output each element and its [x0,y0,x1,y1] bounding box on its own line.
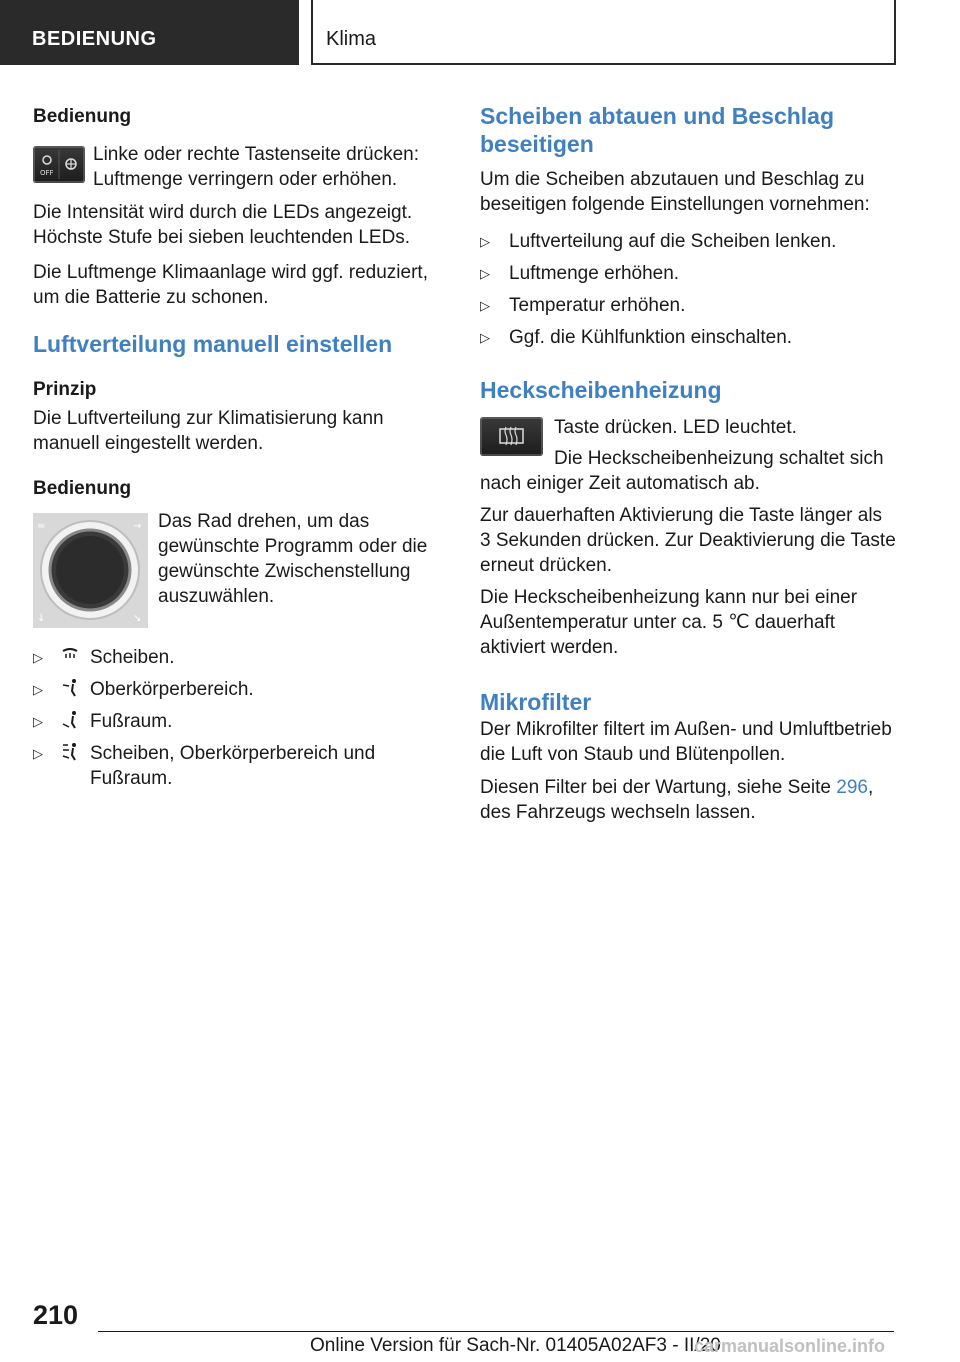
distribution-title: Luftverteilung manuell einstellen [33,331,393,357]
microfilter-service-text: Diesen Filter bei der Wartung, siehe Seite [480,777,837,798]
fan-speed-button-icon [33,146,85,183]
chapter-tab [311,0,896,65]
mode-label: Scheiben. [90,647,175,668]
rear-window-heating-button-icon [480,417,543,456]
distribution-modes-list [33,645,445,791]
fan-button-row [33,142,445,194]
rear-heating-permanent: Zur dauerhaften Aktivierung die Taste länger als 3 Sekunden drücken. Zur Deaktivierung die Taste erneut drücken. [480,505,896,576]
page-number: 210 [33,1300,79,1330]
microfilter-service-text-end: , des Fahrzeugs wechseln lassen. [480,777,874,823]
right-column [480,100,896,825]
bullet-triangle-icon: ▷ [33,746,43,761]
bullet-triangle-icon: ▷ [480,266,490,281]
list-item [33,709,445,734]
battery-note: Die Luftmenge Klimaanlage wird ggf. reduziert, um die Batterie zu schonen. [33,262,428,308]
bullet-triangle-icon: ▷ [33,650,43,665]
rear-heating-line2-text: Die Heckscheibenheizung schaltet sich nach einiger Zeit automatisch ab. [480,448,884,494]
defrost-steps-list [480,229,896,350]
footer-text: Online Version für Sach-Nr. 01405A02AF3 - II/20 [310,1335,721,1356]
footer-divider [98,1331,894,1332]
principle-heading: Prinzip [33,379,97,400]
step-text: Luftmenge erhöhen. [509,263,680,284]
defrost-title: Scheiben abtauen und Beschlag beseitigen [480,103,835,157]
svg-text:↓: ↓ [37,613,46,624]
list-item [480,229,896,254]
led-intensity-text: Die Intensität wird durch die LEDs angezeigt. Höchste Stufe bei sieben leuchtenden LEDs. [33,202,413,248]
step-text: Ggf. die Kühlfunktion einschalten. [509,327,793,348]
mode-label: Scheiben, Oberkörperbereich und Fußraum. [90,743,376,789]
chapter-title: Klima [326,28,377,50]
list-item [33,645,445,670]
bullet-triangle-icon: ▷ [480,330,490,345]
rear-heating-temperature: Die Heckscheibenheizung kann nur bei einer Außentemperatur unter ca. 5 ℃ dauerhaft aktiviert werden. [480,587,858,658]
operation-heading-2: Bedienung [33,478,132,499]
list-item [480,293,896,318]
mode-label: Oberkörperbereich. [90,679,254,700]
upper-body-icon [61,678,79,705]
bullet-triangle-icon: ▷ [480,298,490,313]
list-item [33,677,445,702]
step-text: Luftverteilung auf die Scheiben lenken. [509,231,837,252]
page-link[interactable]: 296 [836,777,868,798]
svg-text:OFF: OFF [40,169,54,177]
footwell-icon [61,710,79,737]
rear-heating-row [480,415,896,440]
operation-heading: Bedienung [33,106,132,127]
list-item [480,325,896,350]
step-text: Temperatur erhöhen. [509,295,686,316]
rear-heating-line1: Taste drücken. LED leuchtet. [554,417,797,438]
dial-row [33,509,445,631]
defrost-intro: Um die Scheiben abzutauen und Beschlag zu beseitigen folgende Einstellungen vornehmen: [480,169,870,215]
list-item [33,741,445,791]
bullet-triangle-icon: ▷ [480,234,490,249]
section-title: BEDIENUNG [32,28,157,50]
microfilter-text: Der Mikrofilter filtert im Außen- und Umluftbetrieb die Luft von Staub und Blütenpollen. [480,719,892,765]
microfilter-title: Mikrofilter [480,689,592,715]
svg-text:→: → [133,521,142,532]
svg-text:↘: ↘ [133,613,142,624]
rear-heating-title: Heckscheibenheizung [480,377,722,403]
air-distribution-dial-icon [33,513,148,628]
all-zones-icon [61,742,79,769]
mode-label: Fußraum. [90,711,173,732]
microfilter-service [480,775,896,825]
bullet-triangle-icon: ▷ [33,682,43,697]
list-item [480,261,896,286]
watermark: carmanualsonline.info [694,1336,886,1356]
principle-text: Die Luftverteilung zur Klimatisierung kann manuell eingestellt werden. [33,408,384,454]
section-tab [0,0,299,65]
svg-text:≈: ≈ [37,521,46,532]
dial-text: Das Rad drehen, um das gewünschte Programm oder die gewünschte Zwischenstellung auszuwählen. [158,511,428,607]
bullet-triangle-icon: ▷ [33,714,43,729]
left-column [33,100,445,791]
windshield-icon [61,646,79,671]
fan-button-text: Linke oder rechte Tastenseite drücken: Luftmenge verringern oder erhöhen. [93,144,420,190]
